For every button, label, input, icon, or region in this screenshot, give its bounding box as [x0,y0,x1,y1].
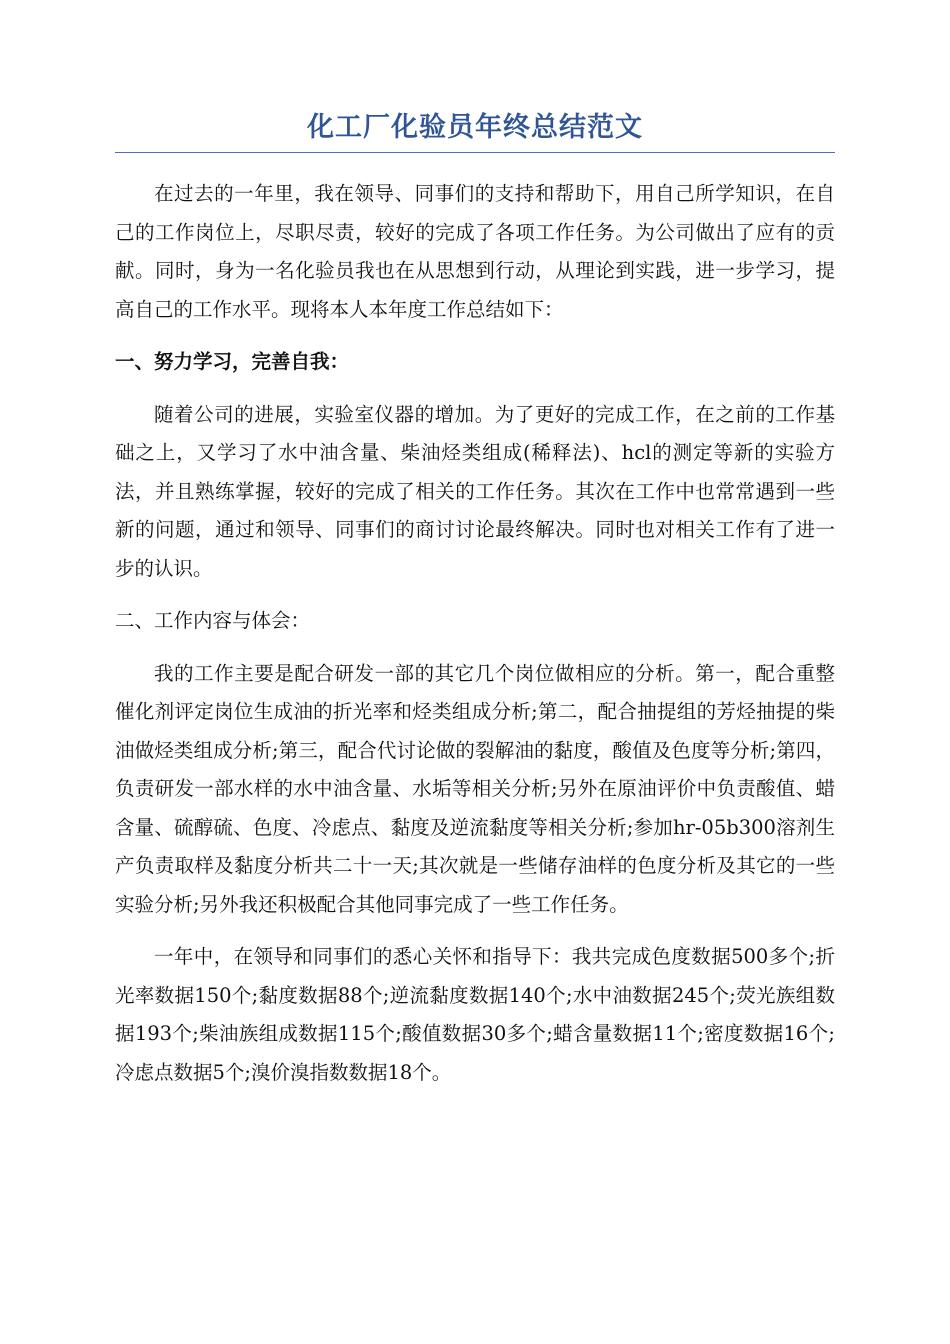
intro-paragraph: 在过去的一年里，我在领导、同事们的支持和帮助下，用自己所学知识，在自己的工作岗位上，尽职尽责，较好的完成了各项工作任务。为公司做出了应有的贡献。同时，身为一名化验员我也在从思想到行动，从理论到实践，进一步学习，提高自己的工作水平。现将本人本年度工作总结如下： [115,182,835,321]
work-paragraph: 我的工作主要是配合研发一部的其它几个岗位做相应的分析。第一，配合重整催化剂评定岗位生成油的折光率和烃类组成分析;第二，配合抽提组的芳烃抽提的柴油做烃类组成分析;第三，配合代讨论做的裂解油的黏度，酸值及色度等分析;第四，负责研发一部水样的水中油含量、水垢等相关分析;另外在原油评价中负责酸值、蜡含量、硫醇硫、色度、冷虑点、黏度及逆流黏度等相关分析;参加hr-05b300溶剂生产负责取样及黏度分析共二十一天;其次就是一些储存油样的色度分析及其它的一些实验分析;另外我还积极配合其他同事完成了一些工作任务。 [115,661,835,916]
document-title: 化工厂化验员年终总结范文 [115,108,835,153]
study-paragraph: 随着公司的进展，实验室仪器的增加。为了更好的完成工作，在之前的工作基础之上，又学习了水中油含量、柴油烃类组成(稀释法)、hcl的测定等新的实验方法，并且熟练掌握，较好的完成了相关的工作任务。其次在工作中也常常遇到一些新的问题，通过和领导、同事们的商讨讨论最终解决。同时也对相关工作有了进一步的认识。 [115,402,835,580]
document-page [115,108,835,1092]
data-summary-paragraph: 一年中，在领导和同事们的悉心关怀和指导下：我共完成色度数据500多个;折光率数据150个;黏度数据88个;逆流黏度数据140个;水中油数据245个;荧光族组数据193个;柴油族组成数据115个;酸值数据30多个;蜡含量数据11个;密度数据16个;冷虑点数据5个;溴价溴指数数据18个。 [115,945,835,1084]
section-heading-work: 二、工作内容与体会： [115,609,311,632]
section-heading-study: 一、努力学习，完善自我： [115,350,350,373]
